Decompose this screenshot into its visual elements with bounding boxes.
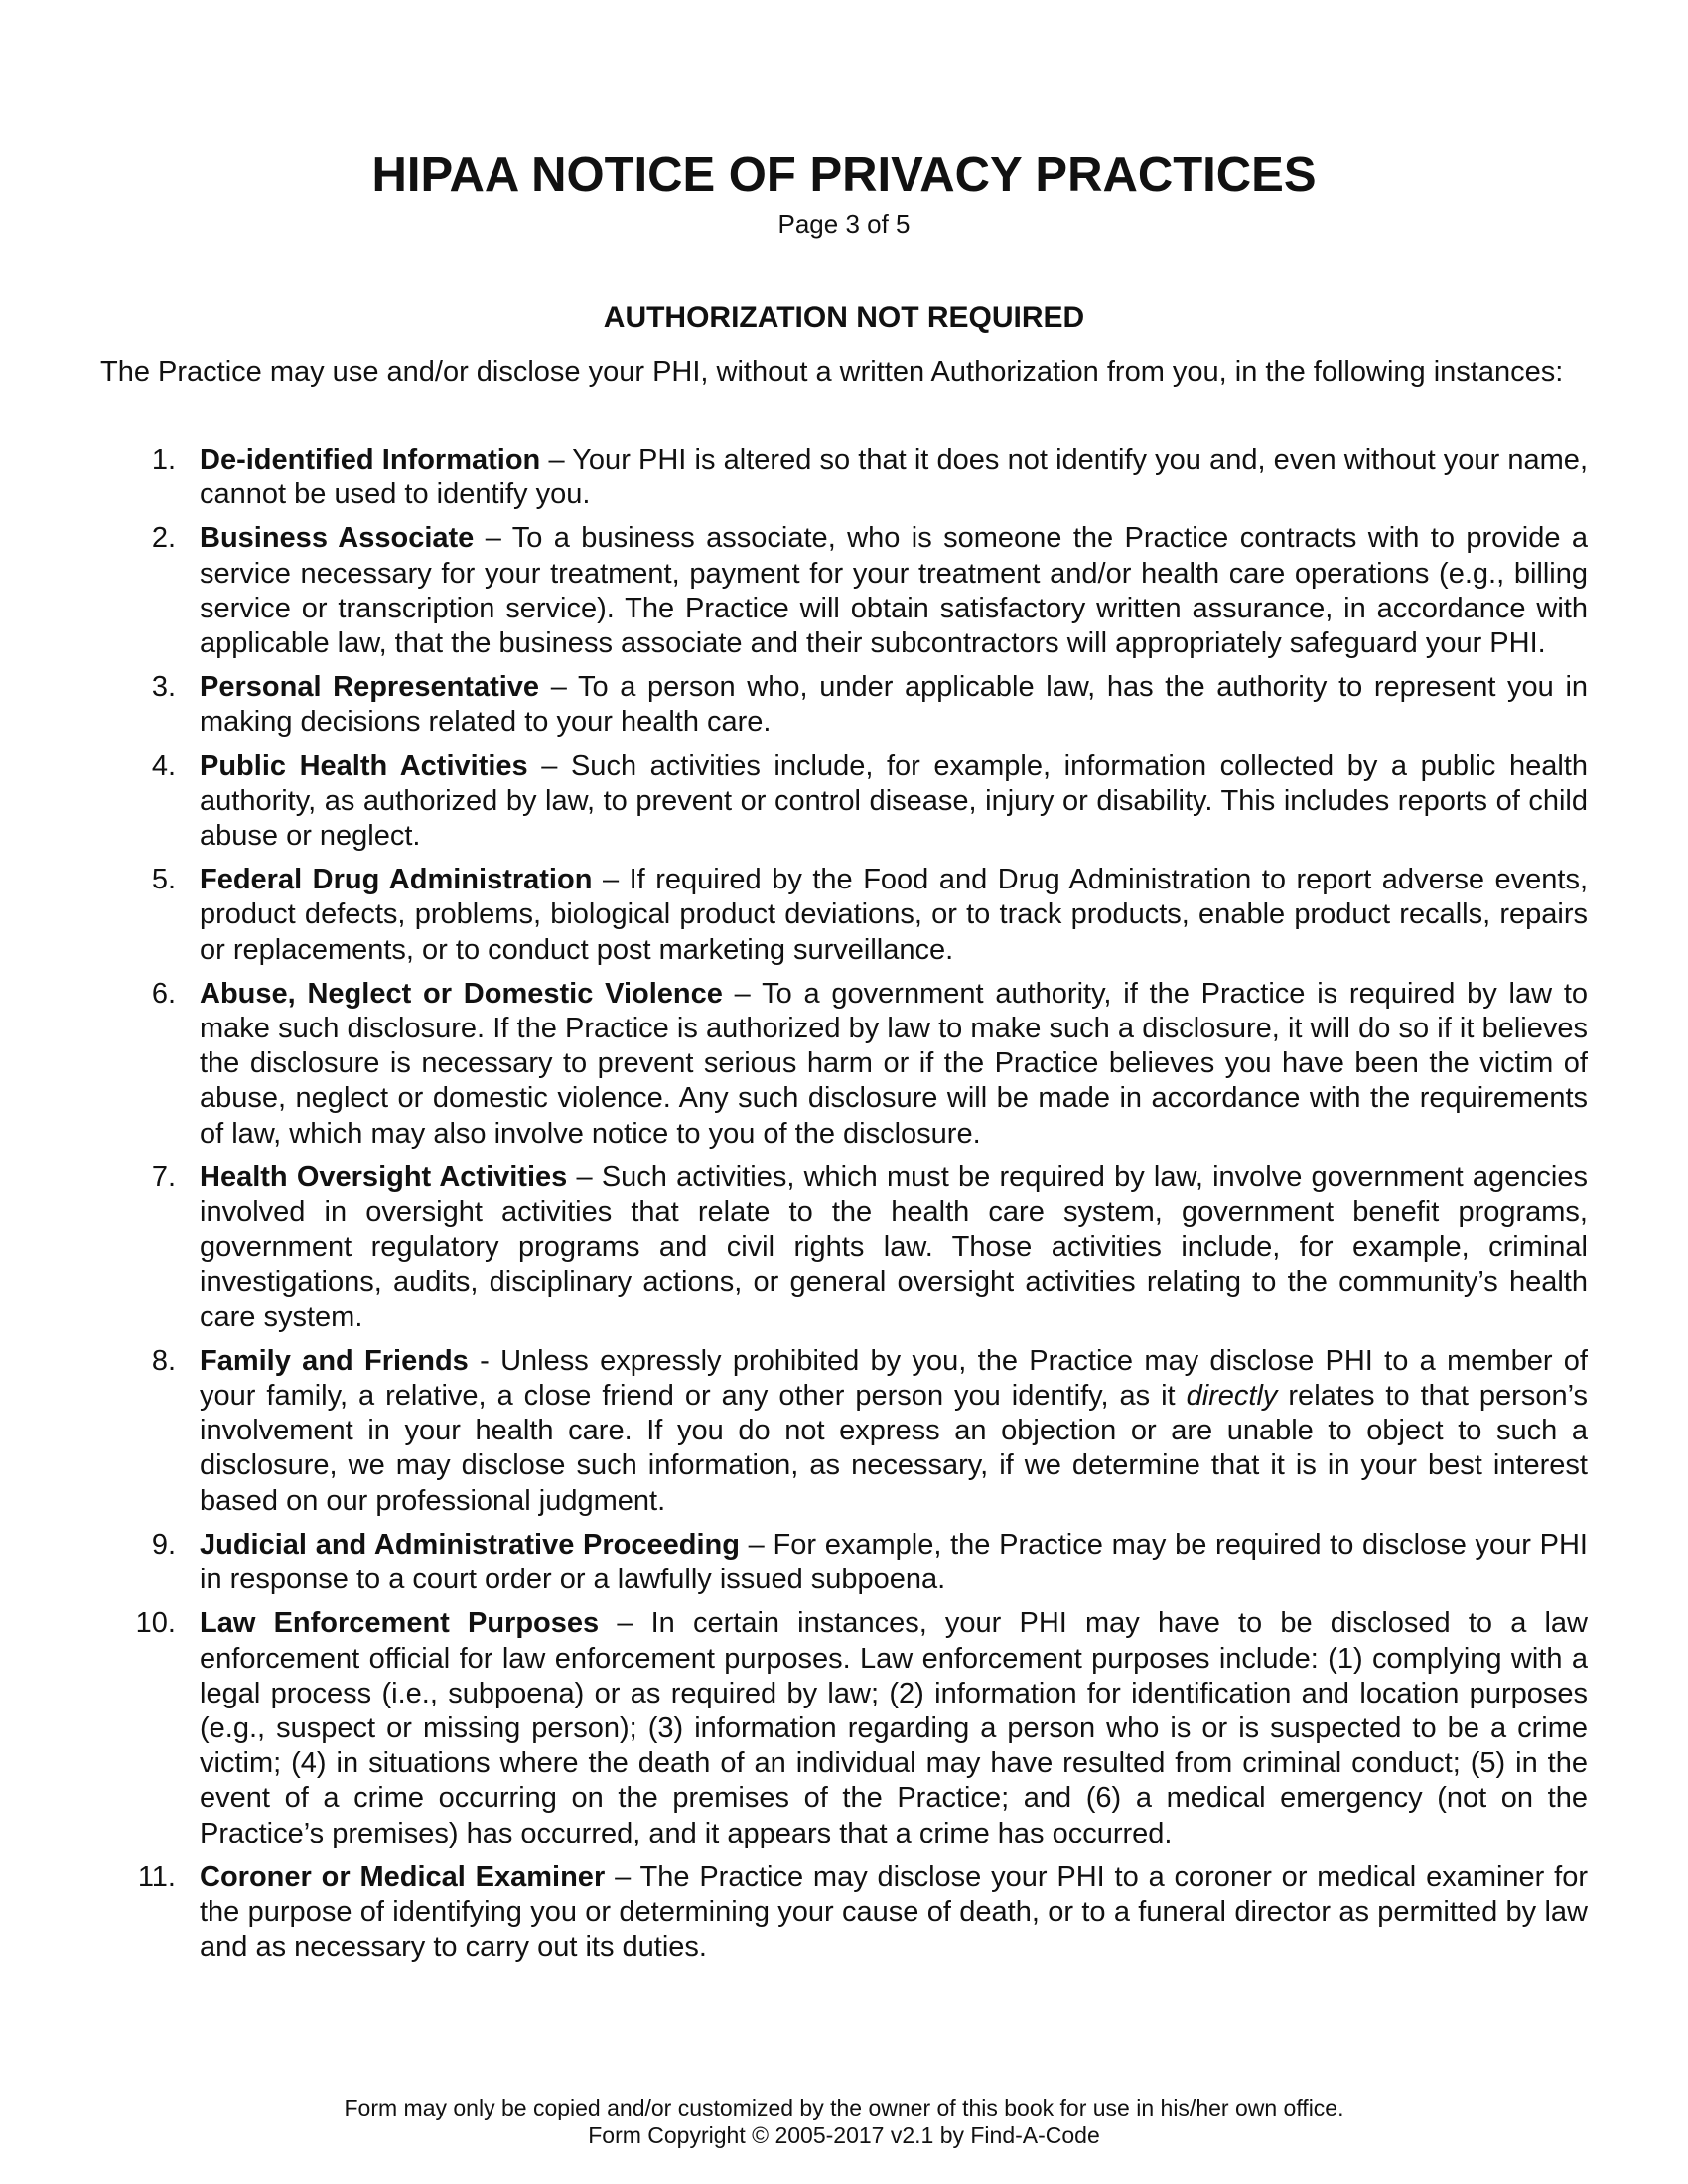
item-text: Your PHI is altered so that it does not identify you and, even without your name, cannot be used to identify you.	[200, 444, 1588, 511]
item-text-emphasis: directly	[1186, 1380, 1278, 1413]
item-term: Abuse, Neglect or Domestic Violence	[200, 977, 723, 1010]
item-number: 8.	[151, 1344, 176, 1377]
item-number: 3.	[151, 671, 176, 704]
item-separator: –	[540, 444, 573, 476]
disclosure-list	[100, 443, 1588, 1974]
item-separator: –	[539, 671, 578, 704]
item-text: The Practice may disclose your PHI to a coroner or medical examiner for the purpose of identifying you or determining your cause of death, or to a funeral director as permitted by law and as necessary to carry out its duties.	[200, 1860, 1589, 1964]
item-term: Law Enforcement Purposes	[200, 1607, 600, 1640]
item-number: 10.	[135, 1607, 176, 1640]
item-separator: -	[468, 1344, 501, 1377]
item-separator: –	[739, 1528, 774, 1561]
section-heading: AUTHORIZATION NOT REQUIRED	[603, 301, 1085, 334]
list-item-abuse-neglect-domestic-violence	[100, 977, 1588, 1152]
footer-copyright: Form Copyright © 2005-2017 v2.1 by Find-A-Code	[588, 2122, 1100, 2148]
list-item-law-enforcement-purposes	[100, 1606, 1588, 1850]
item-number: 4.	[151, 750, 176, 782]
item-text: To a business associate, who is someone the Practice contracts with to provide a service necessary for your treatment, payment for your treatment and/or health care operations (e.g., billing service or transcription service). The Practice will obtain satisfactory written assurance, in accordance with applicable law, that the business associate and their subcontractors will appropriately safeguard your PHI.	[200, 522, 1589, 660]
item-term: De-identified Information	[200, 444, 541, 476]
item-separator: –	[599, 1607, 651, 1640]
item-term: Business Associate	[200, 522, 475, 555]
item-text: If required by the Food and Drug Administration to report adverse events, product defects, problems, biological product deviations, or to track products, enable product recalls, repairs or replacements, or to conduct post marketing surveillance.	[200, 864, 1589, 966]
section-intro: The Practice may use and/or disclose your PHI, without a written Authorization from you, in the following instances:	[100, 356, 1564, 388]
item-text-after: relates to that person’s involvement in your health care. If you do not express an objection or are unable to object to such a disclosure, we may disclose such information, as necessary, if we determine that it is in your best interest based on our professional judgment.	[200, 1380, 1588, 1517]
item-text: Such activities include, for example, information collected by a public health authority, as authorized by law, to prevent or control disease, injury or disability. This includes reports of child abuse or neglect.	[200, 750, 1588, 853]
item-term: Personal Representative	[200, 671, 540, 704]
item-separator: –	[722, 977, 763, 1010]
item-term: Health Oversight Activities	[200, 1160, 568, 1193]
item-text-before: Unless expressly prohibited by you, the Practice may disclose PHI to a member of your family, a relative, a close friend or any other person you identify, as it	[200, 1344, 1588, 1413]
item-number: 1.	[151, 444, 176, 476]
document-title: HIPAA NOTICE OF PRIVACY PRACTICES	[371, 148, 1317, 202]
item-number: 11.	[137, 1860, 176, 1893]
list-item-business-associate	[100, 521, 1588, 661]
list-item-family-and-friends	[100, 1344, 1588, 1519]
item-text: Such activities, which must be required by law, involve government agencies involved in oversight activities that relate to the health care system, government benefit programs, government regulatory programs and civil rights law. Those activities include, for example, criminal investigations, audits, disciplinary actions, or general oversight activities relating to the community’s health care system.	[200, 1160, 1588, 1333]
item-term: Public Health Activities	[200, 750, 528, 782]
item-separator: –	[567, 1160, 602, 1193]
item-separator: –	[605, 1860, 640, 1893]
page-number: Page 3 of 5	[777, 209, 911, 239]
list-item-judicial-administrative-proceeding	[100, 1528, 1588, 1597]
item-number: 9.	[151, 1528, 176, 1561]
item-term: Family and Friends	[200, 1344, 469, 1377]
item-number: 2.	[151, 522, 176, 555]
list-item-personal-representative	[100, 670, 1588, 740]
item-separator: –	[474, 522, 512, 555]
item-number: 5.	[151, 864, 176, 896]
list-item-health-oversight-activities	[100, 1160, 1588, 1335]
item-term: Judicial and Administrative Proceeding	[200, 1528, 740, 1561]
item-separator: –	[527, 750, 571, 782]
list-item-federal-drug-administration	[100, 863, 1588, 968]
page-footer	[0, 2094, 1688, 2149]
item-number: 6.	[151, 977, 176, 1010]
list-item-public-health-activities	[100, 750, 1588, 855]
item-term: Federal Drug Administration	[200, 864, 593, 896]
item-separator: –	[592, 864, 630, 896]
footer-usage-note: Form may only be copied and/or customized by the owner of this book for use in his/her own office.	[344, 2095, 1344, 2120]
item-text: For example, the Practice may be required to disclose your PHI in response to a court order or a lawfully issued subpoena.	[200, 1528, 1588, 1596]
list-item-coroner-medical-examiner	[100, 1860, 1588, 1966]
item-text: To a person who, under applicable law, has the authority to represent you in making decisions related to your health care.	[200, 671, 1589, 739]
item-text: To a government authority, if the Practice is required by law to make such disclosure. If the Practice is authorized by law to make such a disclosure, it will do so if it believes the disclosure is necessary to prevent serious harm or if the Practice believes you have been the victim of abuse, neglect or domestic violence. Any such disclosure will be made in accordance with the requirements of law, which may also involve notice to you of the disclosure.	[200, 977, 1589, 1150]
list-item-de-identified-information	[100, 443, 1588, 512]
item-term: Coroner or Medical Examiner	[200, 1860, 606, 1893]
item-number: 7.	[151, 1160, 176, 1193]
item-text: In certain instances, your PHI may have to be disclosed to a law enforcement official for law enforcement purposes. Law enforcement purposes include: (1) complying with a legal process (i.e., subpoena) or as required by law; (2) information for identification and location purposes (e.g., suspect or missing person); (3) information regarding a person who is or is suspected to be a crime victim; (4) in situations where the death of an individual may have resulted from criminal conduct; (5) in the event of a crime occurring on the premises of the Practice; and (6) a medical emergency (not on the Practice’s premises) has occurred, and it appears that a crime has occurred.	[200, 1607, 1588, 1849]
